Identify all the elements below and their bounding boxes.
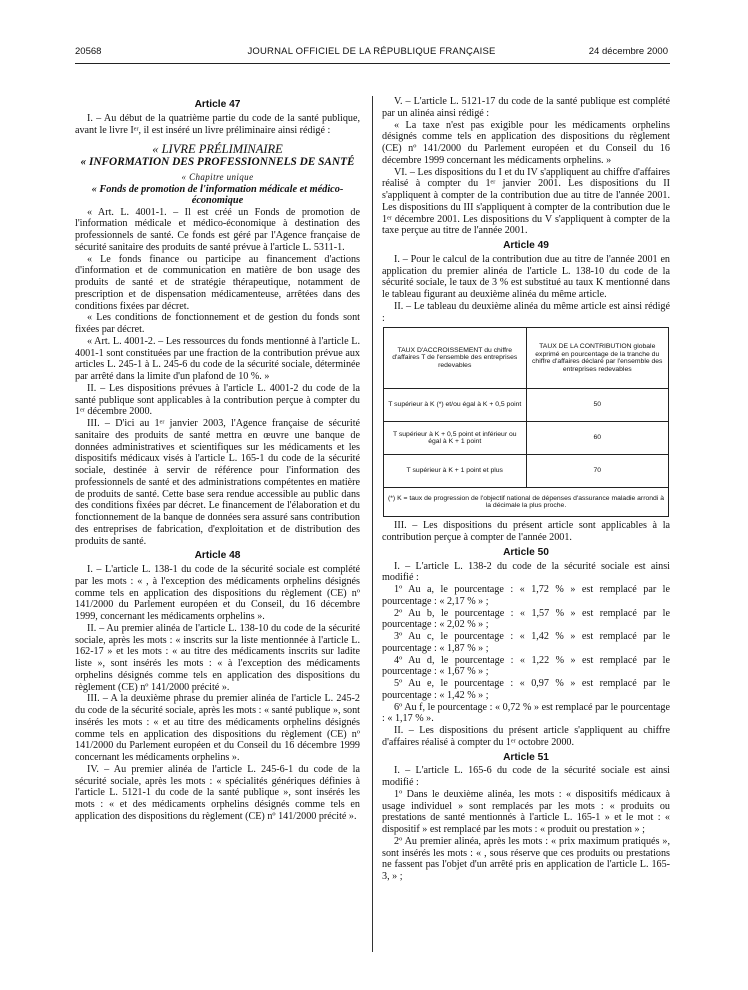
table-header-row <box>384 328 669 389</box>
article-51-title: Article 51 <box>503 751 549 763</box>
contribution-table <box>383 327 669 517</box>
table-row <box>384 422 669 455</box>
article-50-title: Article 50 <box>503 546 549 558</box>
table-cell: T supérieur à K (*) et/ou égal à K + 0,5 point <box>384 389 527 422</box>
paragraph: I. – Pour le calcul de la contribution due au titre de l'année 2001 en application du premier alinéa de l'article L. 138-10 du code de la sécurité sociale, le taux de 3 % est substitué au taux K mentionné dans le tableau figurant au deuxième alinéa du même article. <box>382 253 670 300</box>
paragraph: VI. – Les dispositions du I et du IV s'appliquent au chiffre d'affaires réalisé à compter du 1ᵉʳ janvier 2001. Les dispositions du II s'appliquent à compter de la contribution due au titre de l'année 2001. Les dispositions du III s'appliquent à compter de la contribution due le 1ᵉʳ décembre 2001. Les dispositions du V s'appliquent à compter de la taxe perçue au titre de l'année 2001. <box>382 166 670 237</box>
table-header-cell: TAUX DE LA CONTRIBUTION globale exprimé en pourcentage de la tranche du chiffre d'affaires déclaré par l'ensemble des entreprises redevables <box>526 328 669 389</box>
paragraph: II. – Les dispositions prévues à l'article L. 4001-2 du code de la santé publique sont applicables à la contribution perçue à compter du 1ᵉʳ décembre 2000. <box>75 382 360 418</box>
left-column <box>75 96 360 823</box>
article-48-title: Article 48 <box>194 550 241 562</box>
paragraph: I. – L'article L. 165-6 du code de la sécurité sociale est ainsi modifié : <box>382 765 670 788</box>
article-47-title: Article 47 <box>194 99 241 110</box>
table-cell: 60 <box>526 422 669 455</box>
page-number: 20568 <box>75 46 102 57</box>
livre-title: « LIVRE PRÉLIMINAIRE <box>152 142 283 157</box>
paragraph: 1º Dans le deuxième alinéa, les mots : « dispositifs médicaux à usage individuel » sont remplacés par les mots : « produits ou prestations de santé mentionnés à l'article L. 165-1 » et le mot : « dispositif » est remplacé par les mots : « produit ou prestation » ; <box>382 788 670 835</box>
info-title: « INFORMATION DES PROFESSIONNELS DE SANTÉ <box>80 156 355 169</box>
list-item: 5º Au e, le pourcentage : « 0,97 % » est remplacé par le pourcentage : « 1,42 % » ; <box>382 678 670 701</box>
paragraph: 2º Au premier alinéa, après les mots : « prix maximum pratiqués », sont insérés les mots : « , sous réserve que ces produits ou prestations ne fassent pas l'objet d'un arrêté pris en application de l'article L. 165-3, » ; <box>382 835 670 882</box>
list-item: 3º Au c, le pourcentage : « 1,42 % » est remplacé par le pourcentage : « 1,87 % » ; <box>382 631 670 654</box>
paragraph: « Art. L. 4001-1. – Il est créé un Fonds de promotion de l'information médicale et médico-économique à destination des professionnels de santé. Ce fonds est géré par l'Agence française de sécurité sanitaire des produits de santé prévue à l'article L. 5311-1. <box>75 206 360 253</box>
table-row <box>384 455 669 488</box>
paragraph: III. – Les dispositions du présent article sont applicables à la contribution perçue à compter de l'année 2001. <box>382 520 670 543</box>
paragraph: I. – L'article L. 138-2 du code de la sécurité sociale est ainsi modifié : <box>382 560 670 584</box>
paragraph: I. – Au début de la quatrième partie du code de la santé publique, avant le livre Iᵉʳ, il est inséré un livre préliminaire ainsi rédigé : <box>75 112 360 136</box>
table-cell: T supérieur à K + 1 point et plus <box>384 455 527 488</box>
paragraph: III. – D'ici au 1ᵉʳ janvier 2003, l'Agence française de sécurité sanitaire des produits de santé mettra en œuvre une banque de données administratives et scientifiques sur les médicaments et les dispositifs médicaux visés à l'article L. 165-1 du code de la sécurité sociale, destinée à servir de référence pour l'information des professionnels de santé et des administrations compétentes en matière de produits de santé. Cette base sera rendue accessible au public dans des conditions fixées par décret. Le financement de l'élaboration et du fonctionnement de la banque de données sera assuré sans contribution des entreprises de fabrication, d'exploitation et de distribution des produits de santé. <box>75 418 360 547</box>
paragraph: « Les conditions de fonctionnement et de gestion du fonds sont fixées par décret. <box>75 312 360 335</box>
table-cell: 70 <box>526 455 669 488</box>
header-rule <box>75 63 670 64</box>
article-49-title: Article 49 <box>503 240 549 251</box>
paragraph: III. – A la deuxième phrase du premier alinéa de l'article L. 245-2 du code de la sécurité sociale, après les mots : « santé publique », sont insérés les mots : « et au titre des médicaments orphelins désignés comme tels en application des dispositions du règlement (CE) nº 141/2000 du Parlement européen et du Conseil du 16 décembre 1999 concernant les médicaments orphelins ». <box>75 693 360 763</box>
issue-date: 24 décembre 2000 <box>588 46 668 57</box>
chapitre-title: « Chapitre unique <box>181 171 254 182</box>
paragraph: V. – L'article L. 5121-17 du code de la santé publique est complété par un alinéa ainsi rédigé : <box>382 96 670 119</box>
column-divider <box>372 96 373 952</box>
page-header <box>75 46 668 62</box>
table-note: (*) K = taux de progression de l'objectif national de dépenses d'assurance maladie arrondi à la décimale la plus proche. <box>384 488 669 517</box>
table-row <box>384 389 669 422</box>
paragraph: II. – Les dispositions du présent article s'appliquent au chiffre d'affaires réalisé à compter du 1ᵉʳ octobre 2000. <box>382 725 670 748</box>
journal-title: JOURNAL OFFICIEL DE LA RÉPUBLIQUE FRANÇAISE <box>247 46 496 57</box>
paragraph: « Art. L. 4001-2. – Les ressources du fonds mentionné à l'article L. 4001-1 sont constituées par une fraction de la contribution prévue aux articles L. 245-1 à L. 245-6 du code de la sécurité sociale, déterminée par arrêté dans la limite d'un plafond de 10 %. » <box>75 335 360 382</box>
list-item: 1º Au a, le pourcentage : « 1,72 % » est remplacé par le pourcentage : « 2,17 % » ; <box>382 584 670 607</box>
list-item: 6º Au f, le pourcentage : « 0,72 % » est remplacé par le pourcentage : « 1,17 % ». <box>382 701 670 725</box>
table-note-row <box>384 488 669 517</box>
list-item: 2º Au b, le pourcentage : « 1,57 % » est remplacé par le pourcentage : « 2,02 % » ; <box>382 607 670 631</box>
paragraph: II. – Le tableau du deuxième alinéa du même article est ainsi rédigé : <box>382 300 670 324</box>
paragraph: « La taxe n'est pas exigible pour les médicaments orphelins désignés comme tels en application des dispositions du règlement (CE) nº 141/2000 du Parlement européen et du Conseil du 16 décembre 1999 concernant les médicaments orphelins. » <box>382 119 670 166</box>
fonds-title: « Fonds de promotion de l'information médicale et médico-économique <box>91 183 344 206</box>
right-column <box>382 96 670 883</box>
table-cell: T supérieur à K + 0,5 point et inférieur ou égal à K + 1 point <box>384 422 527 455</box>
table-header-cell: TAUX D'ACCROISSEMENT du chiffre d'affaires T de l'ensemble des entreprises redevables <box>384 328 527 389</box>
table-cell: 50 <box>526 389 669 422</box>
paragraph: II. – Au premier alinéa de l'article L. 138-10 du code de la sécurité sociale, après les mots : « inscrits sur la liste mentionnée à l'article L. 162-17 » et les mots : « au titre des médicaments inscrits sur ladite liste », sont insérés les mots : « à l'exception des médicaments orphelins désignés comme tels en application des dispositions du règlement (CE) nº 141/2000 précité ». <box>75 622 360 693</box>
list-item: 4º Au d, le pourcentage : « 1,22 % » est remplacé par le pourcentage : « 1,67 % » ; <box>382 654 670 678</box>
paragraph: I. – L'article L. 138-1 du code de la sécurité sociale est complété par les mots : « , à l'exception des médicaments orphelins désignés comme tels en application des dispositions du règlement (CE) nº 141/2000 du Parlement européen et du Conseil, du 16 décembre 1999, concernant les médicaments orphelins ». <box>75 564 360 622</box>
paragraph: IV. – Au premier alinéa de l'article L. 245-6-1 du code de la sécurité sociale, après les mots : « spécialités génériques définies à l'article L. 5121-1 du code de la santé publique », sont insérés les mots : « et des médicaments orphelins désignés comme tels en application des dispositions du règlement (CE) nº 141/2000 précité ». <box>75 763 360 822</box>
paragraph: « Le fonds finance ou participe au financement d'actions d'information et de communication en matière de bon usage des produits de santé et de stratégie thérapeutique, notamment de prescription et de dispensation médicamenteuse, arrêtées dans des conditions fixées par décret. <box>75 253 360 312</box>
